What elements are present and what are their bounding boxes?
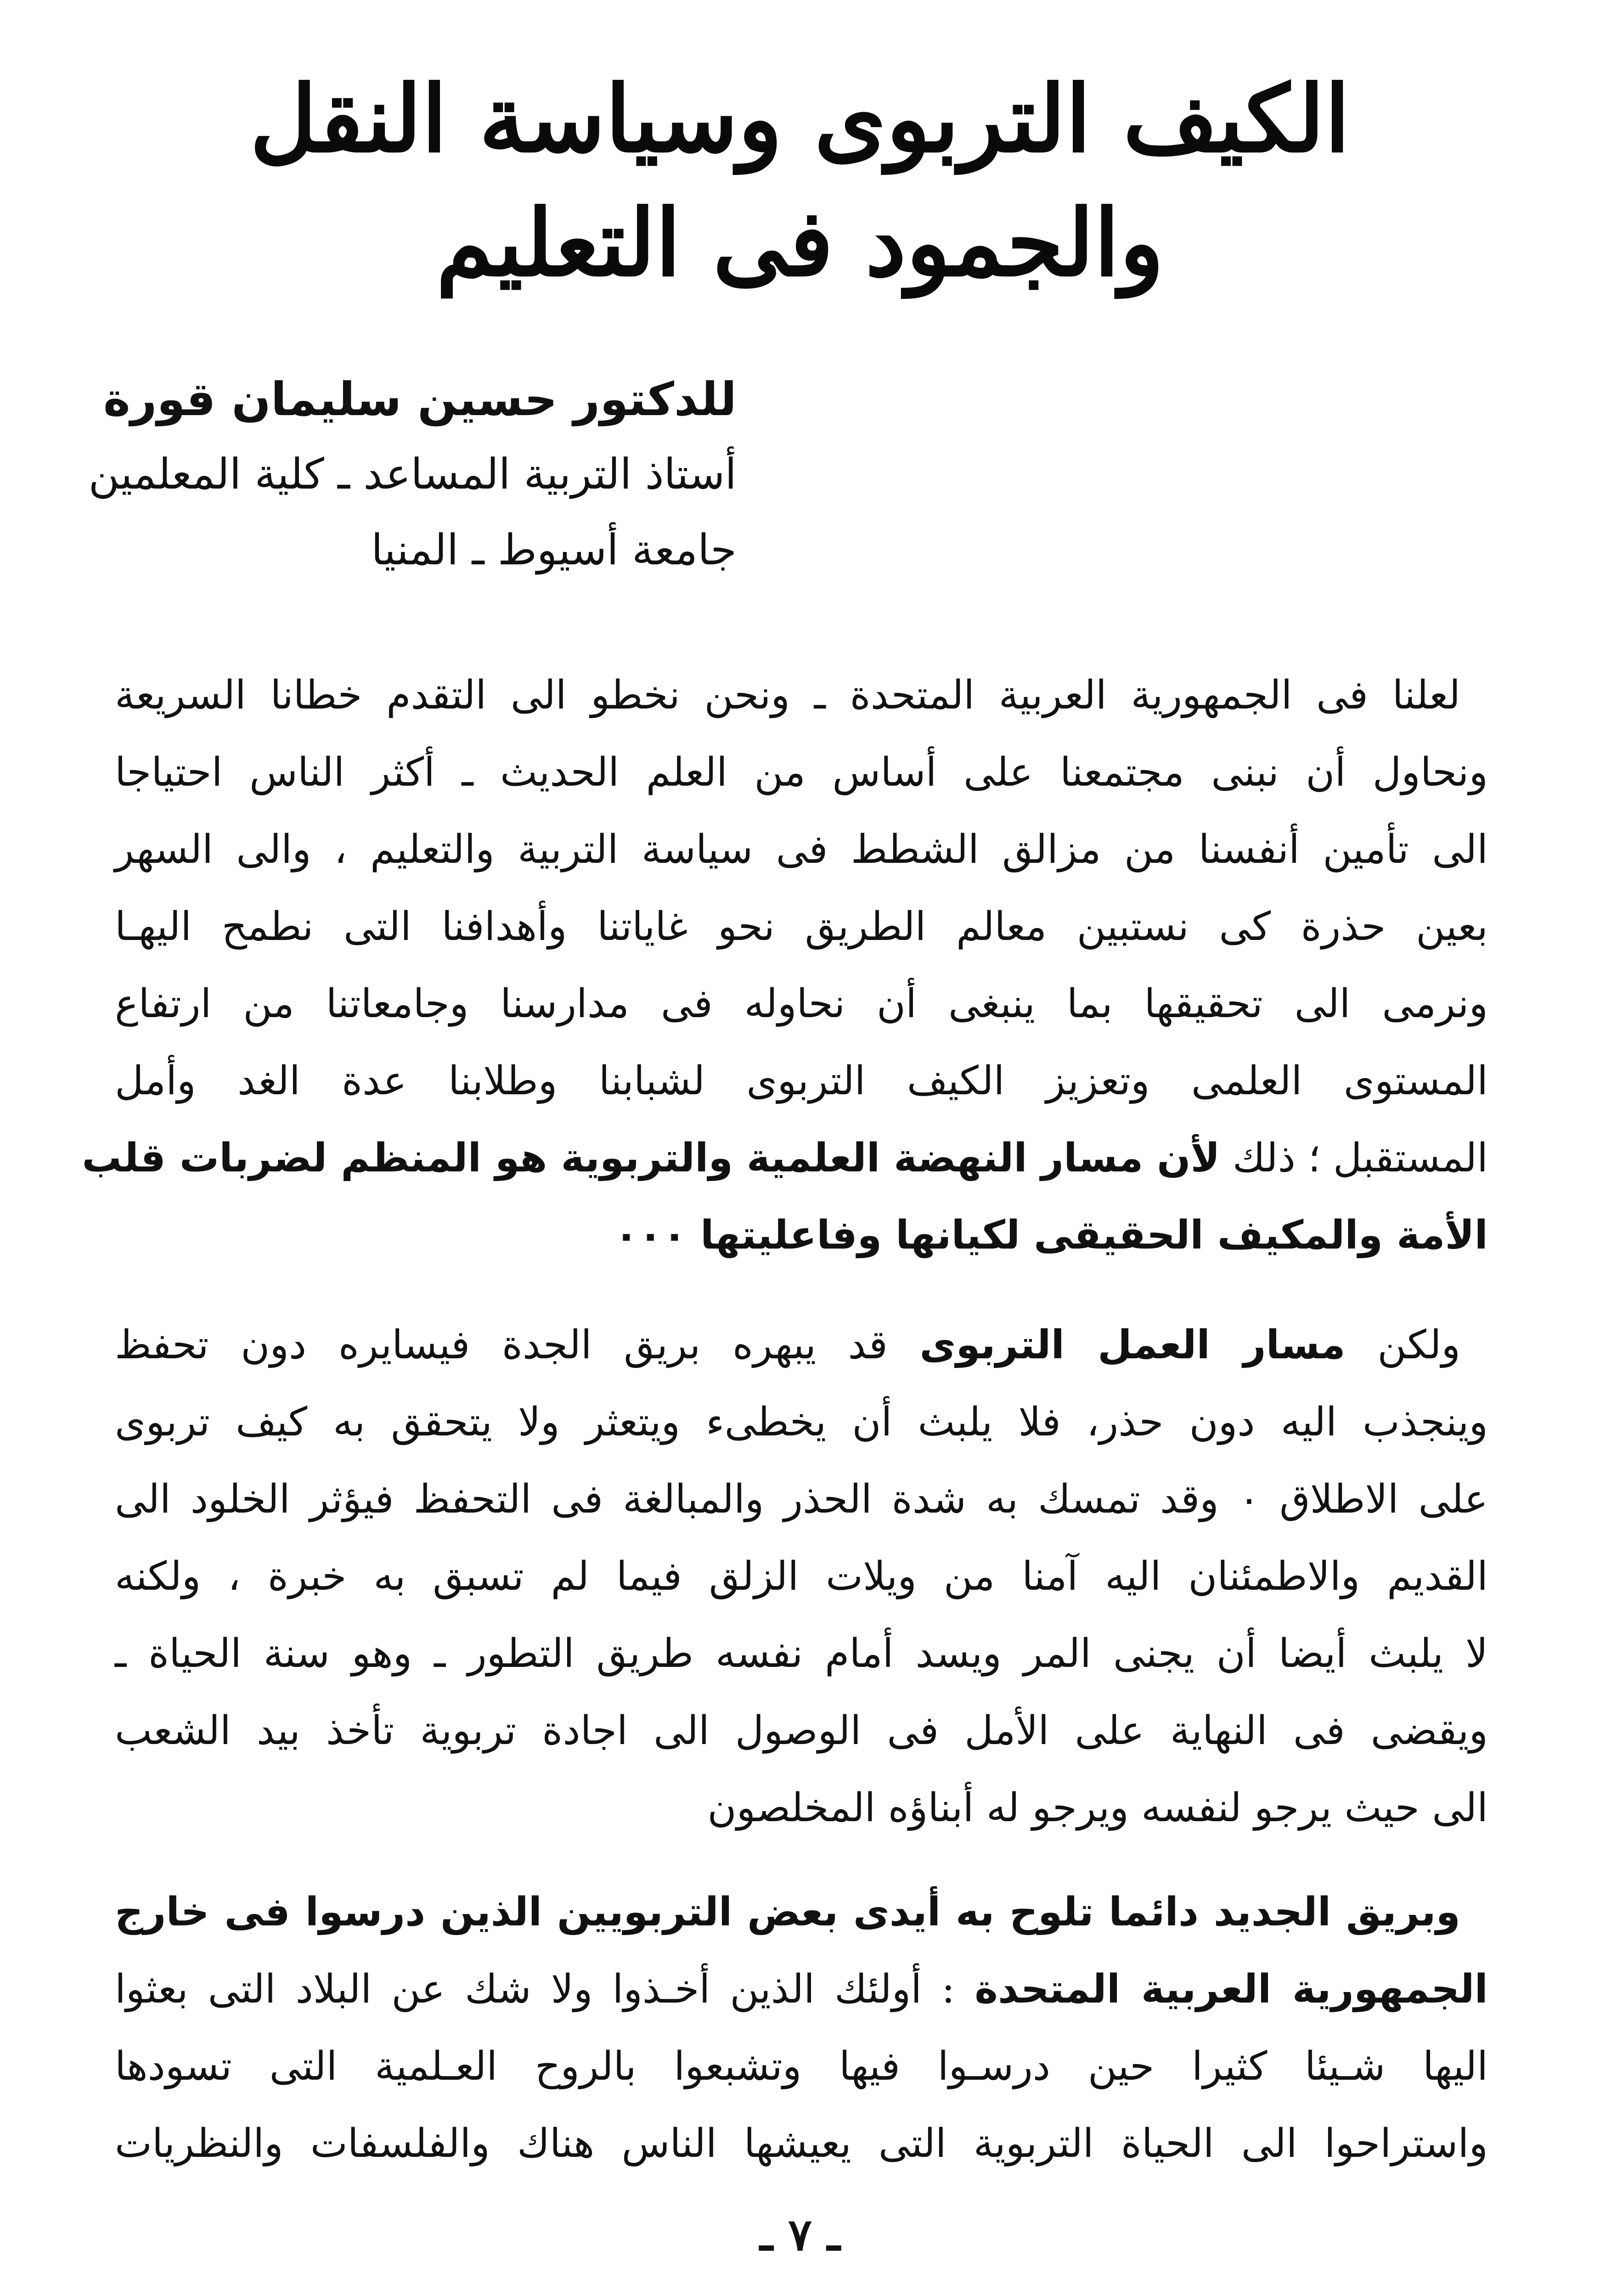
paragraph-3 (115, 1874, 1488, 2182)
title-line-2: والجمود فى التعليم (436, 189, 1164, 297)
paragraph-line (115, 1874, 1488, 1951)
paragraph-line (82, 1120, 1488, 1197)
text-normal: المستقبل ؛ ذلك (1220, 1135, 1488, 1181)
author-position: أستاذ التربية المساعد ـ كلية المعلمين (88, 450, 737, 499)
page-number: ـ ٧ ـ (760, 2209, 840, 2261)
author-block (88, 363, 737, 588)
paragraph-1 (82, 657, 1488, 1274)
text-normal: قد يبهره بريق الجدة فيسايره دون تحفظ (115, 1322, 920, 1368)
paragraph-line (115, 1306, 1488, 1384)
text-bold: لأن مسار النهضة العلمية والتربوية هو المنظم لضربات قلب (82, 1135, 1220, 1181)
paragraph-line: بعين حذرة كى نستبين معالم الطريق نحو غاياتنا وأهدافنا التى نطمح اليهـا (115, 904, 1488, 950)
text-normal: ولكن (1345, 1322, 1461, 1368)
text-bold: الجمهورية العربية المتحدة (975, 1966, 1488, 2012)
author-name: للدكتور حسين سليمان قورة (103, 372, 737, 426)
paragraph-line: اليها شـيئا كثيرا حين درسـوا فيها وتشبعوا بالروح العـلمية التى تسودها (115, 2043, 1488, 2089)
paragraph-line: لعلنا فى الجمهورية العربية المتحدة ـ ونحن نخطو الى التقدم خطانا السريعة (115, 672, 1460, 718)
paragraph-line: وينجذب اليه دون حذر، فلا يلبث أن يخطىء ويتعثر ولا يتحقق به كيف تربوى (115, 1399, 1488, 1445)
paragraph-line: ونرمى الى تحقيقها بما ينبغى أن نحاوله فى مدارسنا وجامعاتنا من ارتفاع (115, 981, 1488, 1027)
paragraph-line: ونحاول أن نبنى مجتمعنا على أساس من العلم الحديث ـ أكثر الناس احتياجا (115, 749, 1488, 795)
paragraph-line: على الاطلاق ٠ وقد تمسك به شدة الحذر والمبالغة فى التحفظ فيؤثر الخلود الى (115, 1476, 1488, 1522)
paragraph-line: لا يلبث أيضا أن يجنى المر ويسد أمام نفسه طريق التطور ـ وهو سنة الحياة ـ (115, 1631, 1488, 1677)
paragraph-line: ويقضى فى النهاية على الأمل فى الوصول الى اجادة تربوية تأخذ بيد الشعب (115, 1708, 1488, 1754)
text-normal: : أولئك الذين أخـذوا ولا شك عن البلاد التى بعثوا (115, 1966, 975, 2012)
paragraph-line (115, 1197, 1488, 1274)
title-line-1: الكيف التربوى وسياسة النقل (250, 65, 1350, 173)
paragraph-line: واستراحوا الى الحياة التربوية التى يعيشها الناس هناك والفلسفات والنظريات (115, 2121, 1488, 2167)
paragraph-line: الى حيث يرجو لنفسه ويرجو له أبناؤه المخلصون (707, 1785, 1488, 1831)
paragraph-line: القديم والاطمئنان اليه آمنا من ويلات الزلق فيما لم تسبق به خبرة ، ولكنه (115, 1553, 1488, 1599)
text-bold: وبريق الجديد دائما تلوح به أيدى بعض التربويين الذين درسوا فى خارج (115, 1889, 1460, 1935)
paragraph-line: المستوى العلمى وتعزيز الكيف التربوى لشبابنا وطلابنا عدة الغد وأمل (115, 1058, 1488, 1104)
text-bold: مسار العمل التربوى (919, 1322, 1346, 1368)
text-bold: الأمة والمكيف الحقيقى لكيانها وفاعليتها ٠٠٠ (614, 1212, 1488, 1258)
paragraph-line: الى تأمين أنفسنا من مزالق الشطط فى سياسة التربية والتعليم ، والى السهر (115, 827, 1488, 872)
paragraph-2 (115, 1306, 1488, 1846)
paragraph-line (115, 1951, 1488, 2028)
author-university: جامعة أسيوط ـ المنيا (371, 525, 737, 574)
